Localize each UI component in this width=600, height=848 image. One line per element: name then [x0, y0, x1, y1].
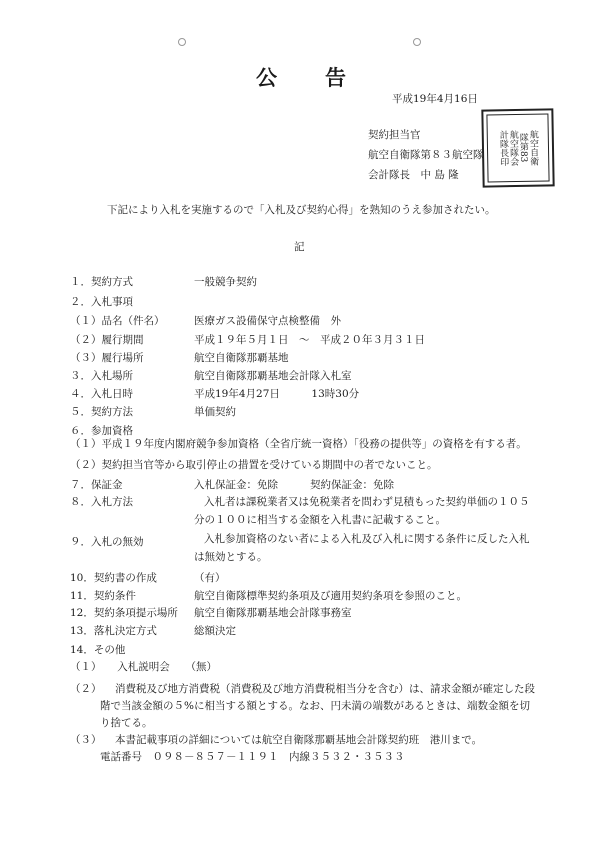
method-line-2: 分の１００に相当する金額を入札書に記載すること。	[194, 514, 446, 526]
item-value: 医療ガス設備保守点検整備 外	[194, 315, 341, 327]
item-label: （３）履行場所	[70, 352, 144, 364]
other-3-line: 本書記載事項の詳細については航空自衛隊那覇基地会計隊契約班 港川まで。	[115, 734, 483, 746]
item-label: 14．その他	[70, 644, 126, 656]
item-value: 一般競争契約	[194, 276, 257, 288]
seal-text: 航空自衛 隊第83 航空隊会 計隊長印	[497, 129, 539, 167]
item-value: 航空自衛隊那覇基地会計隊入札室	[194, 370, 352, 382]
item-value: 航空自衛隊那覇基地会計隊事務室	[194, 607, 352, 619]
other-2-line-3: り捨てる。	[100, 717, 153, 729]
item-label: 12．契約条項提示場所	[70, 607, 178, 619]
item-value: （有）	[194, 572, 226, 584]
item-label: ３．入札場所	[70, 370, 133, 382]
item-label: ２．入札事項	[70, 296, 133, 308]
other-2-line-1: 消費税及び地方消費税（消費税及び地方消費税相当分を含む）は、請求金額が確定した段	[115, 683, 535, 695]
item-value: 平成１９年５月１日 ～ 平成２０年３月３１日	[194, 334, 425, 346]
punch-mark-left	[178, 38, 186, 46]
item-label: （１）品名（件名）	[70, 315, 165, 327]
item-label: ５．契約方法	[70, 406, 133, 418]
invalid-line-2: は無効とする。	[194, 551, 268, 563]
issue-date: 平成19年4月16日	[392, 93, 478, 105]
item-value: 平成19年4月27日 13時30分	[194, 388, 360, 400]
sender-title: 契約担当官	[368, 129, 421, 141]
contract-deposit: 契約保証金：免除	[310, 479, 394, 491]
item-value: 航空自衛隊那覇基地	[194, 352, 289, 364]
item-label: 11．契約条件	[70, 590, 136, 602]
ki-heading: 記	[294, 241, 305, 253]
invalid-line-1: 入札参加資格のない者による入札及び入札に関する条件に反した入札	[204, 533, 530, 545]
item-label: 13．落札決定方式	[70, 625, 157, 637]
other-3-label: （３）	[70, 734, 102, 746]
item-label: １．契約方式	[70, 276, 133, 288]
item-label: 10．契約書の作成	[70, 572, 157, 584]
qualification-1: （１）平成１９年度内閣府競争参加資格（全省庁統一資格）「役務の提供等」の資格を有する者。	[70, 438, 527, 450]
item-value: 航空自衛隊標準契約条項及び適用契約条項を参照のこと。	[194, 590, 467, 602]
qualification-2: （２）契約担当官等から取引停止の措置を受けている期間中の者でないこと。	[70, 459, 438, 471]
other-1: （１） 入札説明会 （無）	[70, 661, 217, 673]
item-label: （２）履行期間	[70, 334, 144, 346]
invalid-label: ９．入札の無効	[70, 536, 144, 548]
official-seal	[481, 108, 554, 187]
phone-number: 電話番号 ０９８－８５７－１１９１ 内線３５３２・３５３３	[100, 751, 405, 763]
deposit-label: ７．保証金	[70, 479, 123, 491]
other-2-line-2: 階で当該金額の５%に相当する額とする。なお、円未満の端数があるときは、端数金額を切	[100, 700, 530, 712]
punch-mark-right	[413, 38, 421, 46]
document-title: 公 告	[256, 65, 348, 90]
method-line-1: 入札者は課税業者又は免税業者を問わず見積もった契約単価の１０５	[204, 496, 530, 508]
other-2-label: （２）	[70, 683, 102, 695]
sender-unit: 航空自衛隊第８３航空隊	[368, 149, 484, 161]
sender-name: 会計隊長 中 島 隆	[368, 169, 459, 181]
method-label: ８．入札方法	[70, 496, 133, 508]
item-label: ４．入札日時	[70, 388, 133, 400]
item-value: 総額決定	[194, 625, 236, 637]
item-value: 単価契約	[194, 406, 236, 418]
bid-deposit: 入札保証金：免除	[194, 479, 278, 491]
intro-text: 下記により入札を実施するので「入札及び契約心得」を熟知のうえ参加されたい。	[107, 204, 496, 216]
item-label: ６．参加資格	[70, 425, 133, 437]
